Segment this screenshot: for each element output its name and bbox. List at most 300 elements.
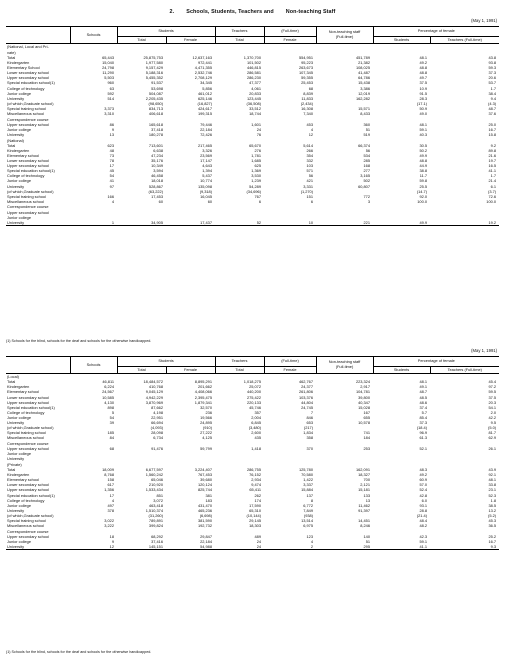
table-cell: 6,975 bbox=[303, 523, 314, 529]
table-cell: 151 bbox=[306, 193, 314, 199]
table-cell: 85.4 bbox=[419, 414, 428, 420]
table-cell: 162,091 bbox=[355, 467, 371, 473]
table-cell: 43.8 bbox=[488, 54, 497, 60]
table-cell: 275,422 bbox=[246, 394, 262, 400]
table-cell: 97 bbox=[109, 183, 114, 189]
table-cell: 713,601 bbox=[148, 142, 163, 148]
row-label: Junior college bbox=[7, 414, 32, 420]
table-cell: 7 bbox=[310, 409, 314, 415]
table-cell: 220,133 bbox=[246, 399, 262, 405]
table-cell: 48.6 bbox=[419, 399, 428, 405]
table-cell: (1,270) bbox=[300, 188, 314, 194]
row-label: Junior college bbox=[7, 126, 32, 132]
header-percentage-female: Percentage of female bbox=[373, 27, 499, 37]
table-cell: 65,670 bbox=[249, 142, 262, 148]
table-cell: 162,282 bbox=[355, 95, 371, 101]
table-cell: 38.5 bbox=[488, 502, 497, 508]
row-label: (National) bbox=[7, 137, 24, 143]
row-label: Upper secondary school bbox=[7, 533, 49, 539]
table-cell: 37.4 bbox=[419, 404, 428, 410]
table-cell: 51 bbox=[365, 538, 371, 544]
table-cell: 1,781 bbox=[251, 152, 262, 158]
table-cell: 23.1 bbox=[488, 487, 497, 493]
table-cell: 184 bbox=[363, 435, 371, 441]
table-cell: 48 bbox=[109, 147, 114, 153]
table-cell: 286,581 bbox=[246, 70, 262, 76]
table-cell: 15,571 bbox=[358, 105, 371, 111]
table-cell: 4,471,355 bbox=[194, 65, 213, 71]
table-cell: 332 bbox=[306, 158, 314, 164]
header-teachers: Teachers bbox=[215, 357, 264, 367]
table-cell: (5.2) bbox=[488, 512, 497, 518]
table-cell: 504,087 bbox=[148, 90, 163, 96]
table-cell: 221 bbox=[316, 220, 373, 226]
table-cell: 834,713 bbox=[148, 105, 163, 111]
row-label: Special education school(1) bbox=[7, 404, 55, 410]
row-label: University bbox=[7, 131, 25, 137]
row-label: Kindergarten bbox=[7, 60, 30, 66]
table-cell: 3,222 bbox=[104, 523, 114, 529]
table-cell: 24,745 bbox=[301, 404, 314, 410]
table-cell: 461,012 bbox=[197, 90, 213, 96]
table-cell: 104,781 bbox=[355, 389, 371, 395]
table-cell: 56 bbox=[308, 173, 314, 179]
table-cell: 54 bbox=[109, 173, 114, 179]
table-cell: 183 bbox=[205, 497, 213, 503]
table-cell: 93.8 bbox=[488, 60, 497, 66]
table-cell: 18,009 bbox=[102, 467, 114, 473]
table-cell: 8,433 bbox=[360, 111, 371, 116]
table-cell: 68 bbox=[308, 85, 314, 91]
table-cell: 9,157,429 bbox=[145, 65, 163, 71]
table-cell: 49.9 bbox=[373, 220, 430, 226]
table-cell: 2,532,746 bbox=[194, 70, 213, 76]
table-cell: 700 bbox=[363, 477, 371, 483]
table-cell: 421 bbox=[306, 178, 314, 184]
table-cell: 18,484,572 bbox=[143, 379, 163, 385]
table-cell: 7,849 bbox=[303, 507, 314, 513]
table-cell: 65,046 bbox=[151, 477, 163, 483]
table-cell: 9.2 bbox=[490, 142, 497, 148]
table-cell: 48.1 bbox=[419, 54, 428, 60]
table-cell: 29,145 bbox=[249, 518, 262, 523]
table-cell: 13.2 bbox=[488, 507, 497, 513]
table-cell: 168 bbox=[363, 163, 371, 169]
row-label: College of technology bbox=[7, 85, 45, 91]
table-cell: 35,176 bbox=[151, 158, 163, 164]
table-cell: 49.2 bbox=[419, 60, 428, 66]
table-cell: 789,891 bbox=[148, 518, 163, 523]
table-cell: 2,600 bbox=[251, 430, 262, 436]
table-cell: 16,045 bbox=[200, 193, 213, 199]
table-cell: 263,673 bbox=[298, 65, 314, 71]
table-cell: 54.1 bbox=[488, 404, 497, 410]
table-cell: 185 bbox=[107, 430, 114, 436]
table-cell: 8 bbox=[310, 497, 314, 503]
table-cell: 741 bbox=[363, 430, 371, 436]
table-cell: 95,223 bbox=[301, 60, 314, 66]
table-cell: 625,146 bbox=[197, 95, 213, 101]
table-cell: 91,476 bbox=[151, 446, 163, 452]
table-cell: 52.1 bbox=[419, 446, 428, 452]
table-cell: 76,152 bbox=[249, 472, 262, 478]
table-cell: 37,416 bbox=[151, 538, 163, 544]
table-cell: 13 bbox=[365, 497, 371, 503]
table-cell: 60 bbox=[158, 198, 163, 204]
table-cell: 4,643 bbox=[202, 163, 213, 169]
table-cell: 63 bbox=[109, 85, 114, 91]
table-cell: (21.4) bbox=[416, 512, 428, 518]
table-cell: 93.1 bbox=[419, 502, 428, 508]
table-cell: 27,222 bbox=[200, 430, 213, 436]
table-cell: 972,441 bbox=[197, 60, 213, 66]
table-cell: 48.1 bbox=[488, 477, 497, 483]
footnote: (1) Schools for the blind, schools for the deaf and schools for the otherwise handicapped. bbox=[6, 339, 152, 343]
table-cell: 54,988 bbox=[166, 544, 215, 550]
table-cell: 48.2 bbox=[419, 523, 428, 529]
table-cell: 48.5 bbox=[419, 394, 428, 400]
table-cell: 50.9 bbox=[419, 105, 428, 111]
table-cell: 72,426 bbox=[200, 131, 213, 137]
table-cell: 17,453 bbox=[151, 193, 163, 199]
row-label: Total bbox=[7, 379, 16, 385]
table-cell: 101,502 bbox=[246, 60, 262, 66]
table-cell: 91,537 bbox=[151, 80, 163, 86]
table-cell: 40,347 bbox=[358, 399, 371, 405]
row-label: Total bbox=[7, 467, 16, 473]
row-label: Junior college bbox=[7, 90, 32, 96]
row-label: Miscellaneous school bbox=[7, 435, 44, 441]
table-cell: 592 bbox=[107, 90, 114, 96]
table-cell: 11.7 bbox=[419, 173, 428, 179]
table-cell: 167 bbox=[363, 409, 371, 415]
table-cell: 1,018,275 bbox=[243, 379, 262, 385]
table-cell: 68,292 bbox=[151, 533, 163, 539]
table-cell: 217,465 bbox=[197, 142, 213, 148]
table-cell: 79,446 bbox=[200, 121, 213, 127]
table-cell: 36.5 bbox=[488, 523, 497, 529]
table-cell: 17,147 bbox=[200, 158, 213, 164]
table-cell: 9.5 bbox=[490, 420, 497, 426]
table-cell: 47,377 bbox=[249, 80, 262, 86]
table-cell: 16,308 bbox=[301, 105, 314, 111]
row-label: Upper secondary school bbox=[7, 121, 49, 127]
table-cell: 11,462 bbox=[358, 502, 371, 508]
table-cell: 59,355 bbox=[301, 75, 314, 81]
row-label: Elementary school bbox=[7, 477, 40, 483]
table-cell: 1.8 bbox=[490, 497, 497, 503]
table-cell: 15,181 bbox=[358, 487, 371, 493]
table-cell: 210,920 bbox=[148, 482, 163, 488]
table-cell: 23,569 bbox=[200, 152, 213, 158]
row-label: Elementary school bbox=[7, 389, 40, 395]
table-cell: 17,437 bbox=[166, 220, 215, 226]
table-cell: 18,327 bbox=[358, 472, 371, 478]
table-cell: 48.7 bbox=[419, 389, 428, 395]
table-cell: 1,879,341 bbox=[194, 399, 213, 405]
header-pct-students: Students bbox=[373, 37, 430, 44]
table-cell: 49.9 bbox=[419, 152, 428, 158]
table-cell: 236 bbox=[205, 409, 213, 415]
row-label: Upper secondary school bbox=[7, 446, 49, 452]
table-cell: 358 bbox=[306, 435, 314, 441]
table-cell: 13 bbox=[109, 131, 114, 137]
table-cell: 65,411 bbox=[249, 487, 262, 493]
table-cell: 21,382 bbox=[358, 60, 371, 66]
row-label: Special training school bbox=[7, 193, 46, 199]
table-cell: 381 bbox=[205, 492, 213, 498]
row-label: Lower secondary school bbox=[7, 482, 49, 488]
table-cell: 10.9 bbox=[419, 85, 428, 91]
table-cell: 28,098 bbox=[151, 430, 163, 436]
table-body bbox=[6, 43, 499, 225]
table-cell: 4,408,066 bbox=[194, 389, 213, 395]
table-cell: 16.7 bbox=[488, 126, 497, 132]
table-cell: 502 bbox=[363, 178, 371, 184]
table-cell: 6.0 bbox=[421, 497, 428, 503]
table-cell: 3,224,407 bbox=[194, 467, 213, 473]
table-cell: 33,512 bbox=[249, 105, 262, 111]
table-cell: 6,845 bbox=[251, 420, 262, 426]
row-label: Junior college bbox=[7, 502, 32, 508]
header-full-time: (Full-time) bbox=[264, 357, 316, 367]
table-cell: 497 bbox=[107, 502, 114, 508]
table-cell: 28.3 bbox=[419, 95, 428, 101]
table-cell: 489 bbox=[254, 533, 262, 539]
table-cell: 12,637,163 bbox=[192, 54, 213, 60]
header-nonteaching: Non-teaching staff (Full-time) bbox=[316, 27, 373, 44]
row-label: College of technology bbox=[7, 173, 45, 179]
row-label: Special training school bbox=[7, 518, 46, 523]
table-cell: 8,895,291 bbox=[194, 379, 213, 385]
row-label: Correspondence course bbox=[7, 528, 49, 534]
row-label: vate) bbox=[7, 49, 16, 55]
table-cell: 72.6 bbox=[488, 193, 497, 199]
table-cell: 519 bbox=[363, 131, 371, 137]
table-cell: 1,418 bbox=[251, 446, 262, 452]
table-cell: 40.3 bbox=[419, 131, 428, 137]
table-cell: 47,234 bbox=[151, 152, 163, 158]
row-label: Miscellaneous school bbox=[7, 111, 44, 116]
row-label: Upper secondary school bbox=[7, 487, 49, 493]
header-blank bbox=[6, 27, 70, 44]
table-cell: 92.1 bbox=[488, 472, 497, 478]
table-cell: 21.4 bbox=[488, 178, 497, 184]
row-label: University bbox=[7, 95, 25, 101]
table-cell: 135,098 bbox=[197, 183, 213, 189]
table-cell: 424,617 bbox=[197, 105, 213, 111]
table-cell: 22,951 bbox=[151, 414, 163, 420]
table-cell: 42.2 bbox=[488, 414, 497, 420]
row-label: Lower secondary school bbox=[7, 158, 49, 164]
row-label: Kindergarten bbox=[7, 384, 30, 390]
row-label: Junior college bbox=[7, 178, 32, 184]
table-cell: 2.0 bbox=[490, 409, 497, 415]
table-cell: 24,567 bbox=[102, 389, 114, 395]
row-label: Total bbox=[7, 142, 16, 148]
table-cell: 1,685 bbox=[251, 158, 262, 164]
table-cell: 48.8 bbox=[419, 158, 428, 164]
table-cell: 41.1 bbox=[373, 544, 430, 550]
row-label: (of which,Graduate school) bbox=[7, 188, 54, 194]
table-cell: 91,397 bbox=[358, 507, 371, 513]
table-cell: 37.5 bbox=[488, 394, 497, 400]
header-teachers-female: Female bbox=[264, 37, 316, 44]
title-text: Schools, Students, Teachers and bbox=[186, 9, 274, 15]
table-cell: 25,072 bbox=[249, 384, 262, 390]
table-cell: 15,438 bbox=[358, 80, 371, 86]
table-cell: 767 bbox=[254, 193, 262, 199]
row-label: Special education school(1) bbox=[7, 80, 55, 86]
row-label: University bbox=[6, 220, 70, 226]
table-cell: 11,290 bbox=[102, 70, 114, 76]
table-cell: (16,827) bbox=[197, 100, 213, 106]
table-cell: 48.8 bbox=[419, 70, 428, 76]
table-cell: 1.7 bbox=[490, 85, 497, 91]
table-cell: 76 bbox=[256, 131, 262, 137]
table-cell: 5,614 bbox=[303, 142, 314, 148]
table-cell: 41,487 bbox=[358, 70, 371, 76]
table-cell: 1,601 bbox=[251, 121, 262, 127]
table-cell: 120,124 bbox=[197, 482, 213, 488]
table-cell: 15,884 bbox=[301, 487, 314, 493]
table-cell: (3,480) bbox=[248, 425, 262, 431]
row-label: University bbox=[7, 420, 25, 426]
header-percentage-female: Percentage of female bbox=[373, 357, 499, 367]
table-cell: 5,856 bbox=[202, 85, 213, 91]
table-cell: 223,324 bbox=[355, 379, 371, 385]
table-cell: 73 bbox=[109, 152, 114, 158]
table-cell: 2,121 bbox=[360, 482, 371, 488]
table-cell: 49.2 bbox=[419, 472, 428, 478]
table-cell: 6,772 bbox=[303, 502, 314, 508]
table-row bbox=[6, 544, 499, 550]
table-cell: (4,093) bbox=[150, 425, 163, 431]
row-label: Special education school(1) bbox=[7, 168, 55, 174]
table-cell: 13,514 bbox=[301, 518, 314, 523]
row-label: (of which,Graduate school) bbox=[7, 100, 54, 106]
table-cell: 9.3 bbox=[430, 544, 499, 550]
table-cell: 11,833 bbox=[301, 95, 314, 101]
table-cell: 3,337 bbox=[303, 482, 314, 488]
title-tail: Non-teaching Staff bbox=[285, 9, 336, 15]
table-cell: 1,422 bbox=[303, 477, 314, 483]
table-cell: (10,144) bbox=[246, 512, 262, 518]
table-cell: 140 bbox=[363, 533, 371, 539]
table-cell: 825,744 bbox=[197, 487, 213, 493]
table-cell: 6,224 bbox=[104, 384, 114, 390]
table-cell: 277 bbox=[363, 168, 371, 174]
table-cell: 59,799 bbox=[200, 446, 213, 452]
table-cell: 24,798 bbox=[102, 65, 114, 71]
table-cell: 17 bbox=[109, 492, 114, 498]
table-cell: 19.2 bbox=[430, 220, 499, 226]
table-cell: 3,386 bbox=[360, 85, 371, 91]
row-label: Total bbox=[7, 54, 16, 60]
table-cell: 192,732 bbox=[197, 523, 213, 529]
table-cell: 354 bbox=[306, 152, 314, 158]
table-cell: 43.9 bbox=[488, 467, 497, 473]
row-label: (Local) bbox=[7, 374, 19, 380]
table-cell: 165,618 bbox=[148, 121, 163, 127]
table-cell: 37.6 bbox=[488, 111, 497, 116]
table-cell: (4.3) bbox=[488, 100, 497, 106]
table-cell: 4,125 bbox=[202, 435, 213, 441]
table-body bbox=[6, 373, 499, 550]
table-cell: 10,578 bbox=[358, 420, 371, 426]
table-cell: 9.4 bbox=[490, 95, 497, 101]
table-cell: 4,942,229 bbox=[145, 394, 163, 400]
table-cell: 37.3 bbox=[419, 420, 428, 426]
statistics-table-national-local-private bbox=[6, 26, 499, 226]
table-cell: 266 bbox=[306, 147, 314, 153]
header-students-female: Female bbox=[166, 37, 215, 44]
table-cell: 48.8 bbox=[419, 65, 428, 71]
table-cell: 1,834 bbox=[303, 430, 314, 436]
table-cell: 378 bbox=[107, 507, 114, 513]
table-cell: 52.3 bbox=[488, 492, 497, 498]
row-label: Upper secondary school bbox=[7, 75, 49, 81]
table-cell: 201,662 bbox=[197, 384, 213, 390]
table-cell: 65,443 bbox=[102, 54, 114, 60]
table-row bbox=[6, 220, 499, 226]
row-label: University bbox=[7, 183, 25, 189]
table-cell: 45,746 bbox=[249, 404, 262, 410]
table-cell: 1,369 bbox=[251, 168, 262, 174]
table-cell: (36,508) bbox=[246, 100, 262, 106]
table-cell: 59.5 bbox=[488, 389, 497, 395]
table-cell: 158 bbox=[107, 477, 114, 483]
table-cell: 4,061 bbox=[251, 85, 262, 91]
row-label: Miscellaneous school bbox=[7, 523, 44, 529]
header-teachers: Teachers bbox=[215, 27, 264, 37]
row-label: Special training school bbox=[7, 105, 46, 111]
table-cell: 4,130 bbox=[104, 399, 114, 405]
table-cell: (9,318) bbox=[199, 188, 213, 194]
table-cell: 3,072 bbox=[153, 497, 163, 503]
table-cell: 24 bbox=[256, 126, 262, 132]
table-cell: 48.1 bbox=[419, 121, 428, 127]
table-cell: 851 bbox=[156, 492, 163, 498]
table-cell: 24 bbox=[256, 538, 262, 544]
table-cell: 37.3 bbox=[488, 70, 497, 76]
table-cell: 6,734 bbox=[153, 435, 163, 441]
row-label: Kindergarten bbox=[7, 147, 30, 153]
table-cell: 48.1 bbox=[419, 379, 428, 385]
table-cell: 7,340 bbox=[303, 111, 314, 116]
row-label: Upper secondary school bbox=[7, 399, 49, 405]
table-cell: 78 bbox=[109, 158, 114, 164]
table-cell: 60.9 bbox=[419, 477, 428, 483]
row-label: Junior college bbox=[7, 214, 32, 220]
table-cell: 39 bbox=[109, 420, 114, 426]
table-cell: (14.7) bbox=[416, 188, 428, 194]
table-header bbox=[6, 27, 499, 44]
table-cell: 166 bbox=[107, 193, 114, 199]
table-cell: 534 bbox=[363, 152, 371, 158]
header-students-female: Female bbox=[166, 367, 215, 374]
table-cell: 5,437 bbox=[202, 173, 213, 179]
table-cell: 66,694 bbox=[151, 420, 163, 426]
header-nonteaching: Non-teaching staff (Full-time) bbox=[316, 357, 373, 374]
table-cell: 24 bbox=[215, 544, 264, 550]
table-cell: 3,331 bbox=[303, 183, 314, 189]
table-cell: (31,260) bbox=[148, 512, 163, 518]
footnote-2: (1) Schools for the blind, schools for the deaf and schools for the otherwise handicapped. bbox=[6, 650, 152, 654]
table-cell: 4 bbox=[111, 198, 114, 204]
table-cell: 87,662 bbox=[151, 404, 163, 410]
table-cell: 123 bbox=[306, 533, 314, 539]
